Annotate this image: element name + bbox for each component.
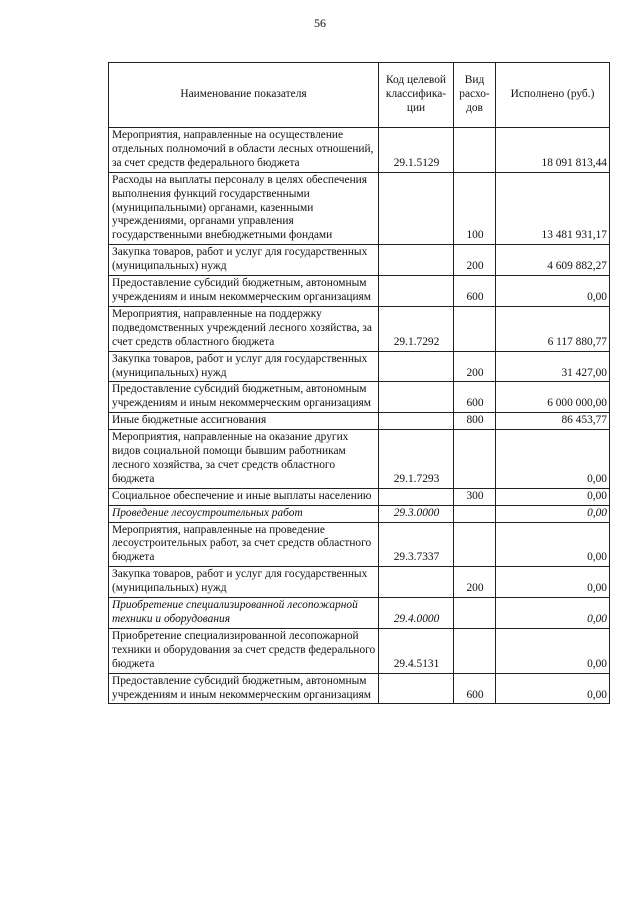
cell-sum: 18 091 813,44 — [496, 128, 610, 173]
header-type: Вид расхо-дов — [454, 63, 496, 128]
cell-name: Приобретение специализированной лесопожарной техники и оборудования за счет средств федерального бюджета — [109, 628, 379, 673]
cell-sum: 86 453,77 — [496, 413, 610, 430]
cell-code — [379, 172, 454, 245]
cell-sum: 13 481 931,17 — [496, 172, 610, 245]
cell-sum: 0,00 — [496, 276, 610, 307]
table-row — [109, 172, 610, 245]
cell-code — [379, 245, 454, 276]
cell-name: Социальное обеспечение и иные выплаты населению — [109, 488, 379, 505]
cell-sum: 0,00 — [496, 430, 610, 489]
cell-name: Предоставление субсидий бюджетным, автономным учреждениям и иным некоммерческим организациям — [109, 382, 379, 413]
table-row — [109, 567, 610, 598]
cell-code — [379, 413, 454, 430]
cell-type: 300 — [454, 488, 496, 505]
cell-name: Предоставление субсидий бюджетным, автономным учреждениям и иным некоммерческим организациям — [109, 276, 379, 307]
table-row — [109, 505, 610, 522]
cell-type: 100 — [454, 172, 496, 245]
cell-name: Расходы на выплаты персоналу в целях обеспечения выполнения функций государственными (муниципальными) органами, казенными учреждениями, органами управления государственными внебюджетными фондами — [109, 172, 379, 245]
table-row — [109, 306, 610, 351]
header-code: Код целевой классифика-ции — [379, 63, 454, 128]
cell-code: 29.1.7293 — [379, 430, 454, 489]
cell-sum: 0,00 — [496, 505, 610, 522]
cell-type — [454, 522, 496, 567]
cell-name: Закупка товаров, работ и услуг для государственных (муниципальных) нужд — [109, 567, 379, 598]
header-sum: Исполнено (руб.) — [496, 63, 610, 128]
cell-name: Иные бюджетные ассигнования — [109, 413, 379, 430]
cell-type — [454, 505, 496, 522]
table-row — [109, 522, 610, 567]
cell-code — [379, 276, 454, 307]
cell-sum: 0,00 — [496, 522, 610, 567]
cell-name: Проведение лесоустроительных работ — [109, 505, 379, 522]
cell-code: 29.3.0000 — [379, 505, 454, 522]
cell-type: 600 — [454, 673, 496, 704]
table-row — [109, 673, 610, 704]
table-row — [109, 430, 610, 489]
cell-code — [379, 567, 454, 598]
cell-name: Предоставление субсидий бюджетным, автономным учреждениям и иным некоммерческим организациям — [109, 673, 379, 704]
table-row — [109, 598, 610, 629]
cell-type — [454, 598, 496, 629]
header-name: Наименование показателя — [109, 63, 379, 128]
cell-sum: 0,00 — [496, 567, 610, 598]
cell-code: 29.1.5129 — [379, 128, 454, 173]
cell-code: 29.1.7292 — [379, 306, 454, 351]
cell-code — [379, 382, 454, 413]
table-row — [109, 628, 610, 673]
table-header-row — [109, 63, 610, 128]
cell-type: 600 — [454, 382, 496, 413]
cell-name: Мероприятия, направленные на проведение лесоустроительных работ, за счет средств областного бюджета — [109, 522, 379, 567]
cell-type — [454, 628, 496, 673]
cell-sum: 0,00 — [496, 628, 610, 673]
table-row — [109, 488, 610, 505]
cell-name: Закупка товаров, работ и услуг для государственных (муниципальных) нужд — [109, 351, 379, 382]
cell-sum: 0,00 — [496, 598, 610, 629]
table-row — [109, 128, 610, 173]
cell-sum: 6 117 880,77 — [496, 306, 610, 351]
table-row — [109, 276, 610, 307]
cell-type: 200 — [454, 567, 496, 598]
cell-code: 29.4.0000 — [379, 598, 454, 629]
cell-sum: 0,00 — [496, 488, 610, 505]
cell-type — [454, 430, 496, 489]
cell-sum: 31 427,00 — [496, 351, 610, 382]
cell-type: 200 — [454, 245, 496, 276]
cell-name: Приобретение специализированной лесопожарной техники и оборудования — [109, 598, 379, 629]
budget-table — [108, 62, 610, 704]
cell-type — [454, 306, 496, 351]
cell-name: Мероприятия, направленные на поддержку подведомственных учреждений лесного хозяйства, за счет средств областного бюджета — [109, 306, 379, 351]
table-row — [109, 382, 610, 413]
cell-name: Закупка товаров, работ и услуг для государственных (муниципальных) нужд — [109, 245, 379, 276]
cell-code — [379, 351, 454, 382]
cell-code: 29.4.5131 — [379, 628, 454, 673]
table-body — [109, 128, 610, 704]
page-number: 56 — [314, 16, 326, 30]
cell-name: Мероприятия, направленные на оказание других видов социальной помощи бывшим работникам лесного хозяйства, за счет средств областного бюджета — [109, 430, 379, 489]
cell-code — [379, 673, 454, 704]
cell-code — [379, 488, 454, 505]
table-row — [109, 245, 610, 276]
cell-type: 800 — [454, 413, 496, 430]
cell-sum: 4 609 882,27 — [496, 245, 610, 276]
table-row — [109, 351, 610, 382]
cell-sum: 0,00 — [496, 673, 610, 704]
cell-name: Мероприятия, направленные на осуществление отдельных полномочий в области лесных отношений, за счет средств федерального бюджета — [109, 128, 379, 173]
cell-type: 200 — [454, 351, 496, 382]
cell-sum: 6 000 000,00 — [496, 382, 610, 413]
cell-type — [454, 128, 496, 173]
cell-code: 29.3.7337 — [379, 522, 454, 567]
table-row — [109, 413, 610, 430]
cell-type: 600 — [454, 276, 496, 307]
